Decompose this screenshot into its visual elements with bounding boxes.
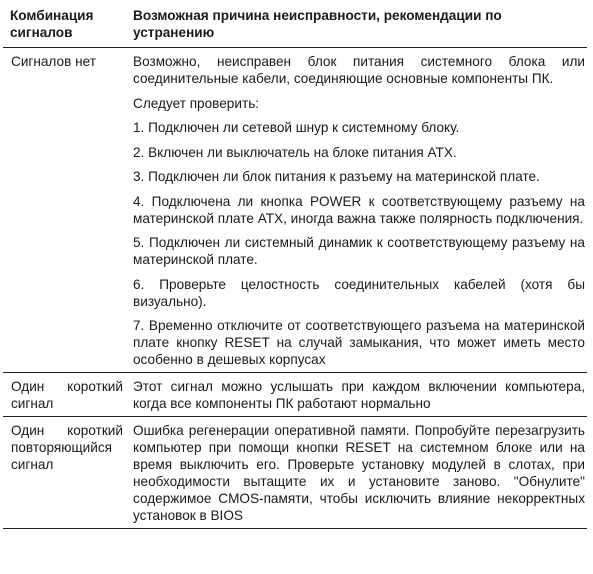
signal-combination-text: Один короткий повторяющийся сигнал xyxy=(11,423,123,472)
recommendation-paragraph: Следует проверить: xyxy=(133,95,260,111)
table-header xyxy=(3,3,587,48)
beep-signal-table xyxy=(3,3,587,529)
table-row xyxy=(3,417,587,529)
recommendation-paragraph: 5. Подключен ли системный динамик к соответствующему разъему на материнской плате. xyxy=(133,235,585,267)
cause-recommendation-cell xyxy=(127,417,587,529)
cause-recommendation-cell xyxy=(127,48,587,373)
recommendation-paragraph: Ошибка регенерации оперативной памяти. Попробуйте перезагрузить компьютер при помощи кнопки RESET на системном блоке или на время выключить его. Проверьте установку модулей в слотах, при необходимости вытащите их и установите заново. "Обнулите" содержимое CMOS-памяти, чтобы исключить влияние некорректных установок в BIOS xyxy=(133,423,585,523)
recommendation-paragraph: 7. Временно отключите от соответствующего разъема на материнской плате кнопку RESET на случай замыкания, что может иметь место особенно в дешевых корпусах xyxy=(133,318,585,367)
header-cause: Возможная причина неисправности, рекомендации по устранению xyxy=(127,3,587,48)
signal-combination-cell xyxy=(3,373,127,417)
table-row xyxy=(3,48,587,373)
recommendation-paragraph: 1. Подключен ли сетевой шнур к системному блоку. xyxy=(133,120,460,135)
table-row xyxy=(3,373,587,417)
recommendation-paragraph: 2. Включен ли выключатель на блоке питания ATX. xyxy=(133,144,457,160)
signal-combination-cell xyxy=(3,48,127,373)
cause-recommendation-cell xyxy=(127,373,587,417)
header-combination: Комбинация сигналов xyxy=(3,3,127,48)
recommendation-paragraph: Этот сигнал можно услышать при каждом включении компьютера, когда все компоненты ПК работают нормально xyxy=(133,379,585,411)
signal-combination-text: Один короткий сигнал xyxy=(11,379,123,411)
recommendation-paragraph: Возможно, неисправен блок питания системного блока или соединительные кабели, соединяющие основные компоненты ПК. xyxy=(133,54,585,86)
recommendation-paragraph: 4. Подключена ли кнопка POWER к соответствующему разъему на материнской плате ATX, иногда важна также полярность подключения. xyxy=(133,193,585,226)
table-body xyxy=(3,48,587,529)
header-row xyxy=(3,3,587,48)
signal-combination-cell xyxy=(3,417,127,529)
recommendation-paragraph: 6. Проверьте целостность соединительных кабелей (хотя бы визуально). xyxy=(133,276,585,309)
signal-combination-text: Сигналов нет xyxy=(11,54,96,69)
recommendation-paragraph: 3. Подключен ли блок питания к разъему на материнской плате. xyxy=(133,169,540,184)
